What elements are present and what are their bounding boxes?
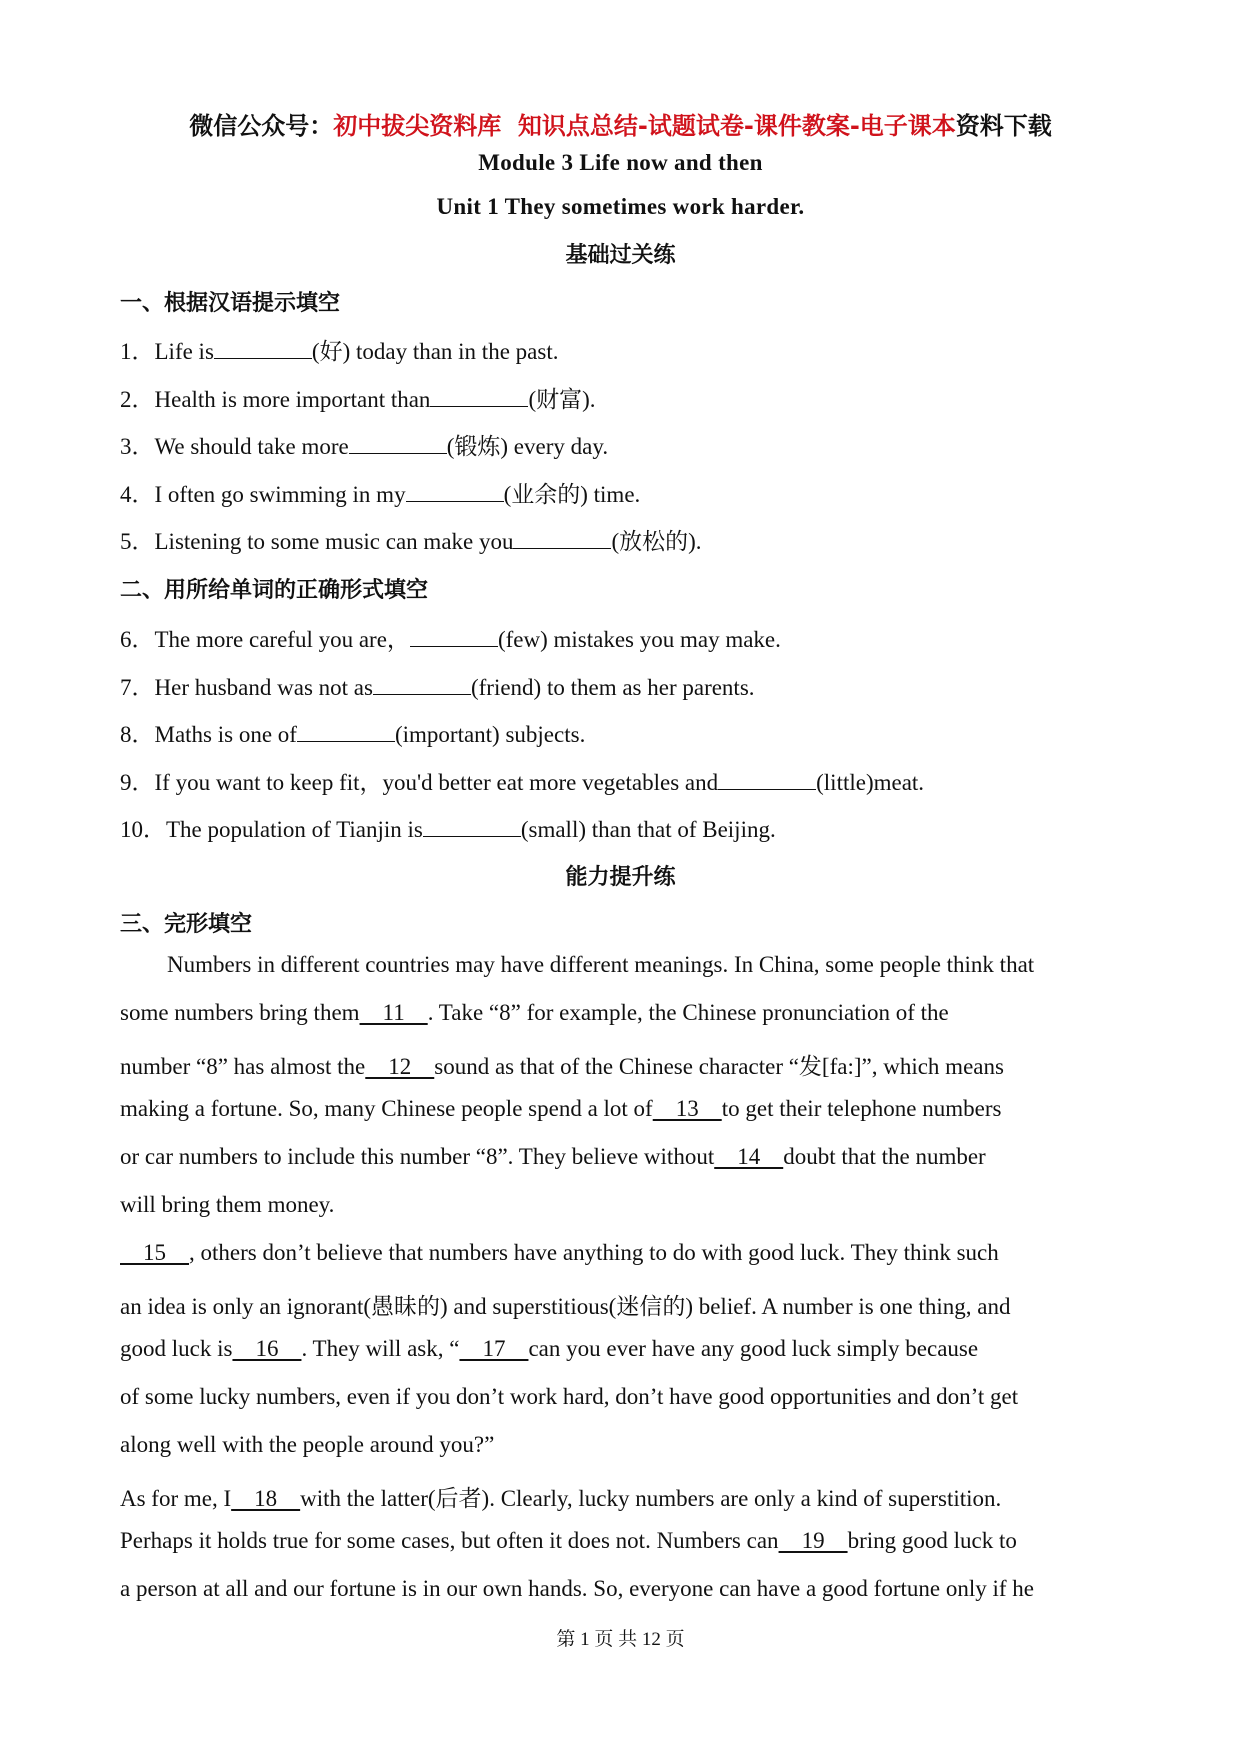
- answer-blank[interactable]: [430, 384, 528, 407]
- passage-line: [167, 952, 1034, 978]
- passage-text: bring good luck to: [847, 1528, 1017, 1553]
- question-number: 5．: [120, 529, 155, 554]
- answer-blank[interactable]: [349, 431, 447, 454]
- question-number: 7．: [120, 674, 155, 700]
- passage-line: [120, 1384, 1018, 1410]
- answer-blank[interactable]: [718, 767, 816, 790]
- passage-text: along well with the people around you?”: [120, 1432, 495, 1457]
- question-text-before: If you want to keep fit，you'd better eat more vegetables and: [154, 769, 719, 795]
- question-number: 9．: [120, 769, 155, 795]
- question-item: [120, 381, 596, 414]
- question-text-after: (财富).: [528, 386, 596, 412]
- question-item: [120, 621, 781, 654]
- passage-line: [120, 1096, 1001, 1122]
- question-item: [120, 523, 702, 556]
- question-text-after: (锻炼) every day.: [446, 434, 609, 459]
- passage-line: [120, 1528, 1017, 1554]
- cloze-blank-19[interactable]: 19: [778, 1528, 848, 1553]
- question-text-after: (好) today than in the past.: [311, 339, 559, 364]
- question-text-after: (放松的).: [611, 529, 702, 554]
- page-footer: 第 1 页 共 12 页: [556, 1629, 685, 1650]
- passage-text: As for me, I: [120, 1486, 232, 1511]
- question-text-after: (few) mistakes you may make.: [497, 627, 781, 652]
- passage-text: some numbers bring them: [120, 1000, 360, 1025]
- question-item: [120, 811, 776, 844]
- passage-text: Numbers in different countries may have different meanings. In China, some people think that: [167, 952, 1035, 977]
- answer-blank[interactable]: [406, 479, 504, 502]
- passage-text: an idea is only an ignorant(愚昧的) and superstitious(迷信的) belief. A number is one thing, and: [120, 1294, 1011, 1319]
- passage-line: [120, 1336, 978, 1362]
- passage-text: or car numbers to include this number “8”. They believe without: [120, 1144, 715, 1169]
- answer-blank[interactable]: [410, 624, 498, 647]
- answer-blank[interactable]: [373, 672, 471, 695]
- part-basic-heading: 基础过关练: [565, 243, 676, 268]
- passage-text: doubt that the number: [783, 1144, 986, 1169]
- passage-line: [120, 1000, 949, 1026]
- part-advanced-heading: 能力提升练: [565, 865, 676, 890]
- question-text-before: Listening to some music can make you: [154, 529, 514, 554]
- question-number: 2．: [120, 386, 155, 412]
- answer-blank[interactable]: [513, 526, 611, 549]
- passage-line: [120, 1048, 1004, 1081]
- passage-line: [120, 1432, 494, 1458]
- header-suffix: 资料下载: [955, 112, 1052, 140]
- cloze-blank-17[interactable]: 17: [459, 1336, 529, 1361]
- cloze-blank-13[interactable]: 13: [652, 1096, 722, 1121]
- answer-blank[interactable]: [297, 719, 395, 742]
- question-text-after: (small) than that of Beijing.: [520, 817, 776, 842]
- passage-text: . Take “8” for example, the Chinese pronunciation of the: [427, 1000, 949, 1025]
- section3-title: 三、完形填空: [120, 912, 253, 937]
- passage-text: will bring them money.: [120, 1192, 335, 1217]
- answer-blank[interactable]: [214, 336, 312, 359]
- question-text-before: Her husband was not as: [154, 674, 373, 700]
- passage-text: can you ever have any good luck simply because: [528, 1336, 979, 1361]
- unit-title: Unit 1 They sometimes work harder.: [436, 194, 805, 219]
- question-text-after: (important) subjects.: [394, 722, 586, 747]
- question-text-before: The population of Tianjin is: [166, 817, 423, 842]
- header-banner: [0, 106, 1241, 141]
- question-number: 10．: [120, 817, 166, 842]
- question-number: 6．: [120, 627, 155, 652]
- question-text-before: Health is more important than: [154, 386, 431, 412]
- section2-title: 二、用所给单词的正确形式填空: [120, 578, 429, 603]
- question-item: [120, 764, 924, 797]
- cloze-blank-11[interactable]: 11: [359, 1000, 428, 1025]
- passage-text: with the latter(后者). Clearly, lucky numbers are only a kind of superstition.: [300, 1486, 1002, 1511]
- passage-line: [120, 1480, 1001, 1513]
- header-prefix: 微信公众号：: [189, 112, 334, 140]
- passage-text: to get their telephone numbers: [721, 1096, 1002, 1121]
- question-text-before: Maths is one of: [154, 722, 297, 747]
- question-text-before: We should take more: [154, 434, 349, 459]
- question-item: [120, 669, 755, 702]
- passage-text: , others don’t believe that numbers have anything to do with good luck. They think such: [189, 1240, 999, 1265]
- cloze-blank-16[interactable]: 16: [232, 1336, 302, 1361]
- question-text-after: (little)meat.: [816, 769, 925, 795]
- question-item: [120, 716, 585, 749]
- header-red-text: 初中拔尖资料库 知识点总结-试题试卷-课件教案-电子课本: [333, 112, 956, 140]
- passage-line: [120, 1240, 999, 1266]
- question-number: 4．: [120, 481, 155, 507]
- passage-line: [120, 1192, 334, 1218]
- passage-text: . They will ask, “: [301, 1336, 460, 1361]
- cloze-blank-14[interactable]: 14: [714, 1144, 784, 1169]
- question-text-before: The more careful you are，: [154, 627, 410, 652]
- passage-line: [120, 1144, 986, 1170]
- passage-line: [120, 1288, 1010, 1321]
- passage-text: a person at all and our fortune is in our own hands. So, everyone can have a good fortune only if he: [120, 1576, 1034, 1601]
- question-item: [120, 476, 640, 509]
- question-text-after: (friend) to them as her parents.: [470, 674, 755, 700]
- question-item: [120, 333, 558, 366]
- question-number: 1．: [120, 339, 155, 364]
- passage-text: Perhaps it holds true for some cases, but often it does not. Numbers can: [120, 1528, 779, 1553]
- question-number: 8．: [120, 722, 155, 747]
- cloze-blank-15[interactable]: 15: [120, 1240, 189, 1265]
- question-text-after: (业余的) time.: [503, 481, 641, 507]
- answer-blank[interactable]: [423, 814, 521, 837]
- passage-text: number “8” has almost the: [120, 1054, 366, 1079]
- question-text-before: Life is: [154, 339, 214, 364]
- passage-text: sound as that of the Chinese character “发[fa:]”, which means: [434, 1054, 1004, 1079]
- cloze-blank-12[interactable]: 12: [365, 1054, 435, 1079]
- passage-text: making a fortune. So, many Chinese people spend a lot of: [120, 1096, 653, 1121]
- passage-text: good luck is: [120, 1336, 233, 1361]
- passage-line: [120, 1576, 1034, 1602]
- section1-title: 一、根据汉语提示填空: [120, 291, 341, 316]
- passage-text: of some lucky numbers, even if you don’t work hard, don’t have good opportunities and don’t get: [120, 1384, 1019, 1409]
- module-title: Module 3 Life now and then: [478, 150, 763, 175]
- question-text-before: I often go swimming in my: [154, 481, 406, 507]
- cloze-blank-18[interactable]: 18: [231, 1486, 301, 1511]
- question-number: 3．: [120, 434, 155, 459]
- question-item: [120, 428, 608, 461]
